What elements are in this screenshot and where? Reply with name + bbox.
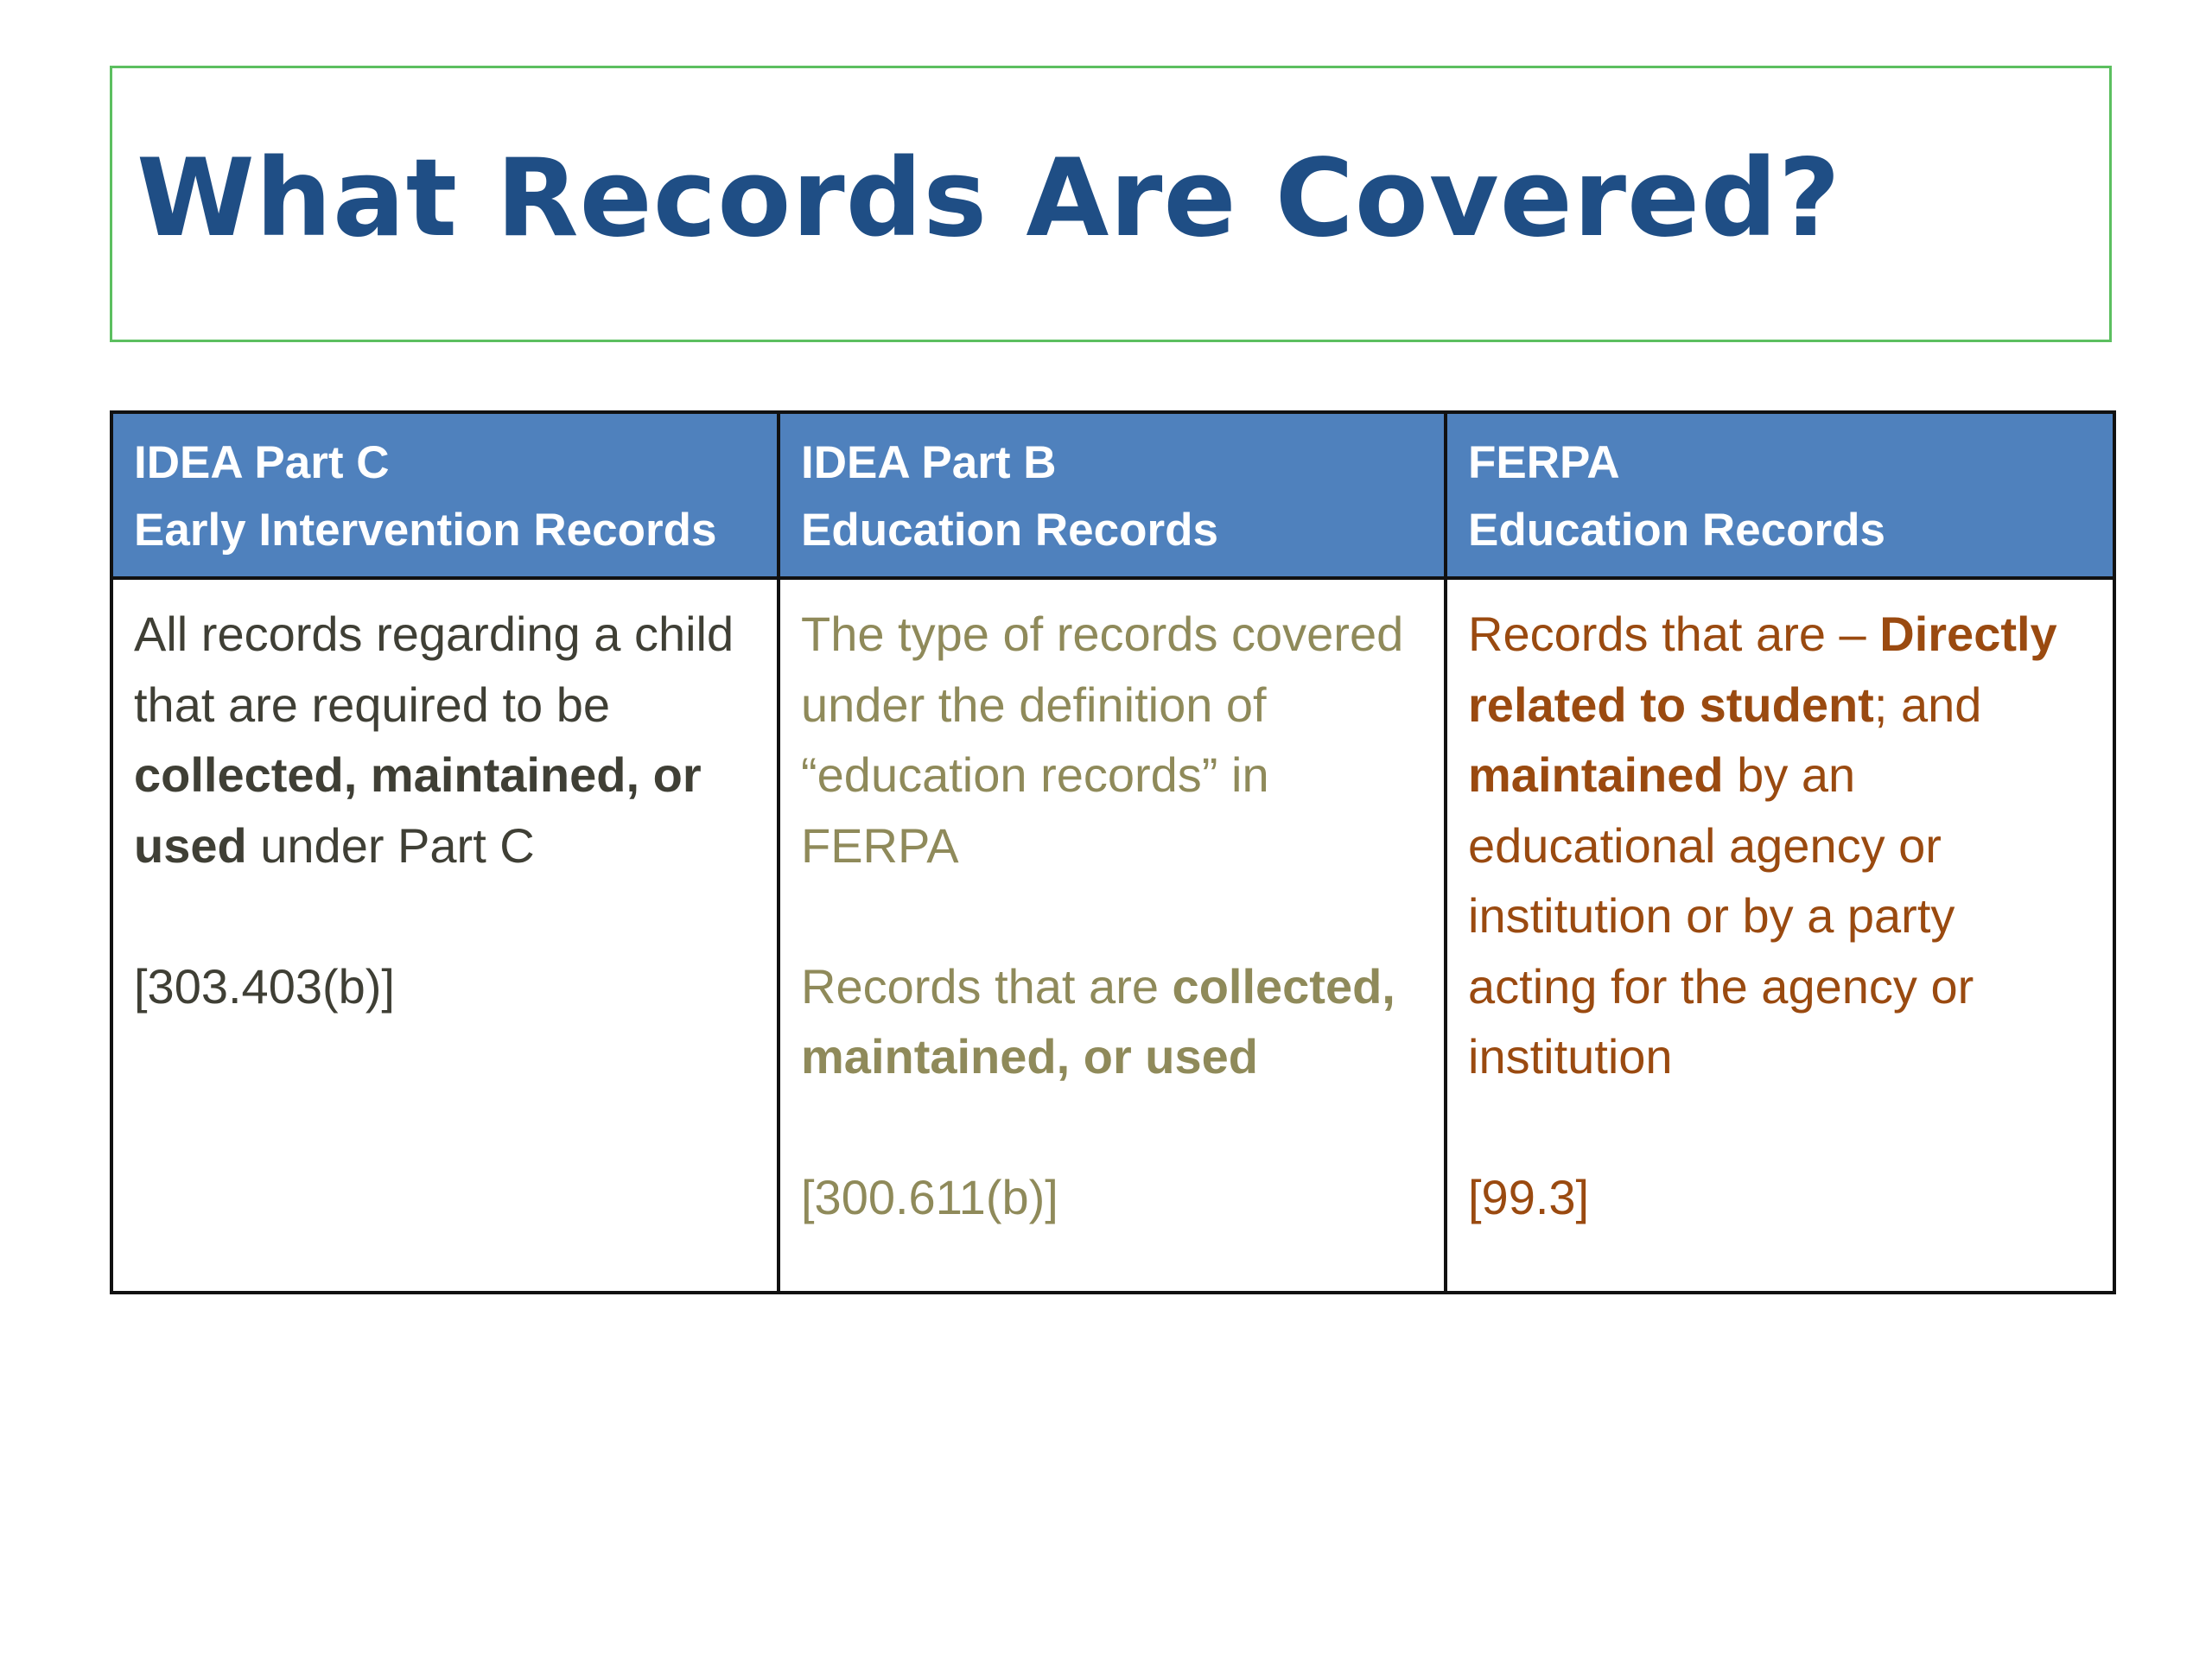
ferpa-text-3: by an educational agency or institution or by a party acting for the agency or institution — [1468, 747, 1974, 1084]
table-body-row — [111, 578, 2114, 1293]
header-idea-part-c — [111, 412, 779, 578]
spacer — [1468, 1092, 2092, 1163]
spacer — [801, 1092, 1423, 1163]
ferpa-bold-2: maintained — [1468, 747, 1724, 802]
cell-ferpa — [1446, 578, 2114, 1293]
ferpa-description — [1468, 599, 2092, 1092]
header-line-2: Education Records — [1468, 505, 1885, 556]
header-line-2: Education Records — [801, 505, 1218, 556]
header-line-2: Early Intervention Records — [134, 505, 717, 556]
part-c-description — [134, 599, 756, 880]
header-idea-part-b — [779, 412, 1446, 578]
header-line-1: IDEA Part B — [801, 437, 1057, 488]
part-b-citation: [300.611(b)] — [801, 1170, 1058, 1224]
ferpa-text-2: ; and — [1873, 677, 1982, 732]
title-box — [110, 66, 2112, 342]
part-c-citation: [303.403(b)] — [134, 958, 395, 1014]
part-c-text-1: All records regarding a child that are required to be — [134, 607, 734, 732]
part-c-bold-1: collected, maintained, or used — [134, 747, 702, 873]
spacer — [801, 880, 1423, 951]
cell-idea-part-b — [779, 578, 1446, 1293]
table-header-row — [111, 412, 2114, 578]
ferpa-citation: [99.3] — [1468, 1170, 1590, 1224]
ferpa-text-1: Records that are – — [1468, 607, 1880, 661]
header-line-1: IDEA Part C — [134, 437, 390, 488]
ferpa-bold-1: Directly related to student — [1468, 607, 2057, 732]
slide-title: What Records Are Covered? — [137, 137, 1841, 261]
spacer — [134, 880, 756, 951]
part-b-text-1: Records that are — [801, 958, 1173, 1014]
part-c-text-2: under Part C — [246, 817, 535, 873]
records-comparison-table — [110, 410, 2116, 1294]
header-ferpa — [1446, 412, 2114, 578]
header-line-1: FERPA — [1468, 437, 1620, 488]
part-b-paragraph-2 — [801, 951, 1423, 1092]
part-b-paragraph-1: The type of records covered under the definition of “education records” in FERPA — [801, 607, 1404, 873]
cell-idea-part-c — [111, 578, 779, 1293]
part-b-bold-1: collected, maintained, or used — [801, 958, 1395, 1084]
